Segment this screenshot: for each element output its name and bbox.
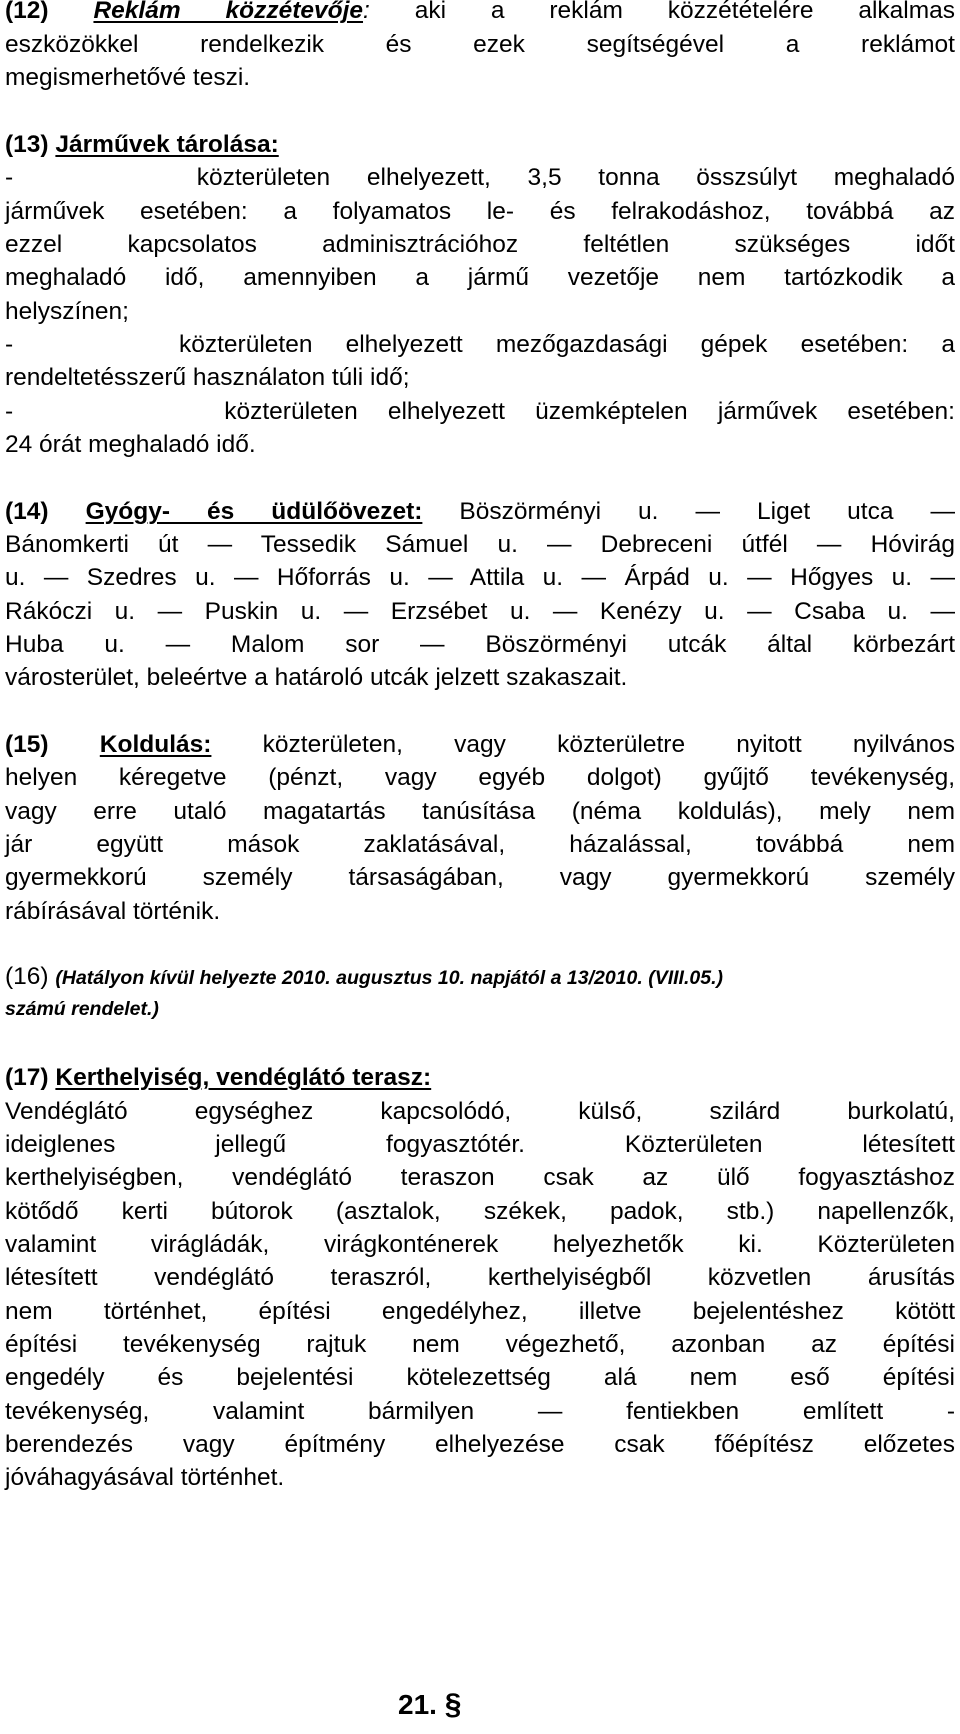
- s12-line-2: eszközökkel rendelkezik és ezek segítségével a reklámot: [5, 31, 955, 58]
- s13-line: ezzel kapcsolatos adminisztrációhoz feltétlen szükséges időt: [5, 231, 955, 258]
- s15-line: rábírásával történik.: [5, 898, 221, 925]
- s13-line: - közterületen elhelyezett mezőgazdasági gépek esetében: a: [5, 331, 955, 358]
- s15-line: vagy erre utaló magatartás tanúsítása (néma koldulás), mely nem: [5, 798, 955, 825]
- s17-line: jóváhagyásával történhet.: [5, 1464, 285, 1491]
- s13-title: Járművek tárolása:: [55, 131, 279, 158]
- s13-line: - közterületen elhelyezett, 3,5 tonna összsúlyt meghaladó: [5, 164, 955, 191]
- s14-line: városterület, beleértve a határoló utcák jelzett szakaszait.: [5, 664, 628, 691]
- s14-text: Böszörményi u. — Liget utca —: [459, 498, 956, 525]
- s14-line: u. — Szedres u. — Hőforrás u. — Attila u. — Árpád u. — Hőgyes u. —: [5, 564, 955, 591]
- s16-number: (16): [5, 963, 49, 990]
- s12-text: aki a reklám közzétételére alkalmas: [414, 0, 956, 24]
- s12-line-3: megismerhetővé teszi.: [5, 64, 251, 91]
- s17-line: engedély és bejelentési kötelezettség alá nem eső építési: [5, 1364, 955, 1391]
- s12-title: Reklám közzétevője: [93, 0, 364, 24]
- s13-line: helyszínen;: [5, 298, 129, 325]
- s15-number: (15): [5, 731, 49, 758]
- s17-line: ideiglenes jellegű fogyasztótér. Közterületen létesített: [5, 1131, 955, 1158]
- page-number: [398, 1688, 461, 1722]
- s16-line-2: számú rendelet.): [5, 998, 159, 1020]
- section-sign: §: [444, 1688, 462, 1721]
- s13-line: járművek esetében: a folyamatos le- és felrakodáshoz, továbbá az: [5, 198, 955, 225]
- s17-title: Kerthelyiség, vendéglátó terasz:: [55, 1064, 432, 1091]
- s15-text: közterületen, vagy közterületre nyitott nyilvános: [262, 731, 956, 758]
- s17-line: nem történhet, építési engedélyhez, illetve bejelentéshez kötött: [5, 1298, 955, 1325]
- s15-line: gyermekkorú személy társaságában, vagy gyermekkorú személy: [5, 864, 955, 891]
- s15-title: Koldulás:: [99, 731, 212, 758]
- s13-number: (13): [5, 131, 49, 158]
- s14-line: Rákóczi u. — Puskin u. — Erzsébet u. — Kenézy u. — Csaba u. —: [5, 598, 955, 625]
- s17-line: létesített vendéglátó teraszról, kerthelyiségből közvetlen árusítás: [5, 1264, 955, 1291]
- s13-line: rendeltetésszerű használaton túli idő;: [5, 364, 410, 391]
- s17-number: (17): [5, 1064, 49, 1091]
- s14-line: Bánomkerti út — Tessedik Sámuel u. — Debreceni útfél — Hóvirág: [5, 531, 955, 558]
- s15-line: jár együtt mások zaklatásával, házalással, továbbá nem: [5, 831, 955, 858]
- s16-line-1: [5, 962, 955, 992]
- s13-line: 24 órát meghaladó idő.: [5, 431, 256, 458]
- s17-line: kerthelyiségben, vendéglátó teraszon csak az ülő fogyasztáshoz: [5, 1164, 955, 1191]
- s12-number: (12): [5, 0, 49, 24]
- s14-number: (14): [5, 498, 49, 525]
- s17-line: építési tevékenység rajtuk nem végezhető, azonban az építési: [5, 1331, 955, 1358]
- s17-line: valamint virágládák, virágkonténerek helyezhetők ki. Közterületen: [5, 1231, 955, 1258]
- s13-line: - közterületen elhelyezett üzemképtelen járművek esetében:: [5, 398, 955, 425]
- page-number-value: 21.: [398, 1689, 437, 1720]
- s17-heading: [5, 1063, 955, 1093]
- s12-line-1: (12) Reklám közzétevője: aki a reklám közzétételére alkalmas: [5, 0, 955, 26]
- s16-text: (Hatályon kívül helyezte 2010. augusztus 10. napjától a 13/2010. (VIII.05.): [55, 967, 723, 989]
- s13-heading: [5, 130, 955, 160]
- s17-line: Vendéglátó egységhez kapcsolódó, külső, szilárd burkolatú,: [5, 1098, 955, 1125]
- s14-title: Gyógy- és üdülőövezet:: [85, 498, 423, 525]
- s15-line: helyen kéregetve (pénzt, vagy egyéb dolgot) gyűjtő tevékenység,: [5, 764, 955, 791]
- s17-line: kötődő kerti bútorok (asztalok, székek, padok, stb.) napellenzők,: [5, 1198, 955, 1225]
- s17-line: berendezés vagy építmény elhelyezése csak főépítész előzetes: [5, 1431, 955, 1458]
- s17-line: tevékenység, valamint bármilyen — fentiekben említett -: [5, 1398, 955, 1425]
- s15-line-1: [5, 730, 955, 760]
- s14-line: Huba u. — Malom sor — Böszörményi utcák által körbezárt: [5, 631, 955, 658]
- s13-line: meghaladó idő, amennyiben a jármű vezetője nem tartózkodik a: [5, 264, 955, 291]
- s14-line-1: [5, 497, 955, 527]
